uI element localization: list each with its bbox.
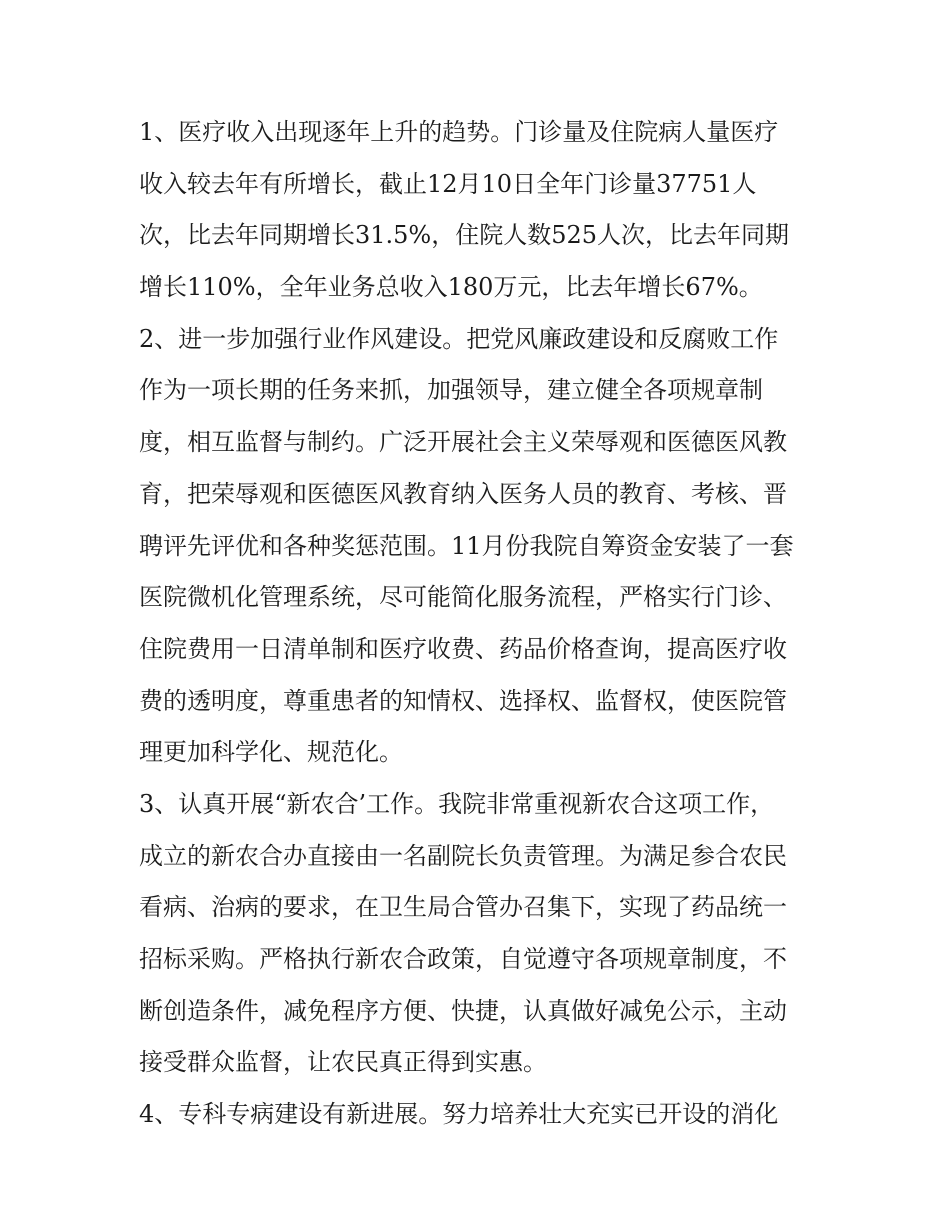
text-line: 断创造条件，减免程序方便、快捷，认真做好减免公示，主动 [139, 996, 787, 1025]
document-body [139, 107, 819, 1141]
text-line: 住院费用一日清单制和医疗收费、药品价格查询，提高医疗收 [139, 634, 787, 663]
text-line: 聘评先评优和各种奖惩范围。11月份我院自筹资金安装了一套 [139, 531, 794, 560]
text-line: 度，相互监督与制约。广泛开展社会主义荣辱观和医德医风教 [139, 428, 787, 457]
text-line: 成立的新农合办直接由一名副院长负责管理。为满足参合农民 [139, 841, 787, 870]
text-line: 4、专科专病建设有新进展。努力培养壮大充实已开设的消化 [139, 1100, 779, 1129]
text-line: 医院微机化管理系统，尽可能简化服务流程，严格实行门诊、 [139, 583, 787, 612]
text-line: 收入较去年有所增长，截止12月10日全年门诊量37751人 [139, 169, 757, 198]
text-line: 增长110%，全年业务总收入180万元，比去年增长67%。 [139, 273, 763, 302]
text-line: 作为一项长期的任务来抓，加强领导，建立健全各项规章制 [139, 376, 763, 405]
text-line: 接受群众监督，让农民真正得到实惠。 [139, 1048, 547, 1077]
text-line: 招标采购。严格执行新农合政策，自觉遵守各项规章制度，不 [139, 945, 787, 973]
text-line: 次，比去年同期增长31.5%，住院人数525人次，比去年同期 [139, 221, 790, 250]
text-line: 看病、治病的要求，在卫生局合管办召集下，实现了药品统一 [139, 893, 787, 922]
text-line: 1、医疗收入出现逐年上升的趋势。门诊量及住院病人量医疗 [139, 118, 779, 146]
text-line: 费的透明度，尊重患者的知情权、选择权、监督权，使医院管 [139, 686, 787, 715]
text-line: 2、进一步加强行业作风建设。把党风廉政建设和反腐败工作 [139, 324, 779, 353]
text-line: 育，把荣辱观和医德医风教育纳入医务人员的教育、考核、晋 [139, 479, 787, 508]
text-line: 理更加科学化、规范化。 [139, 738, 403, 767]
text-line: 3、认真开展“新农合’工作。我院非常重视新农合这项工作， [139, 789, 775, 818]
